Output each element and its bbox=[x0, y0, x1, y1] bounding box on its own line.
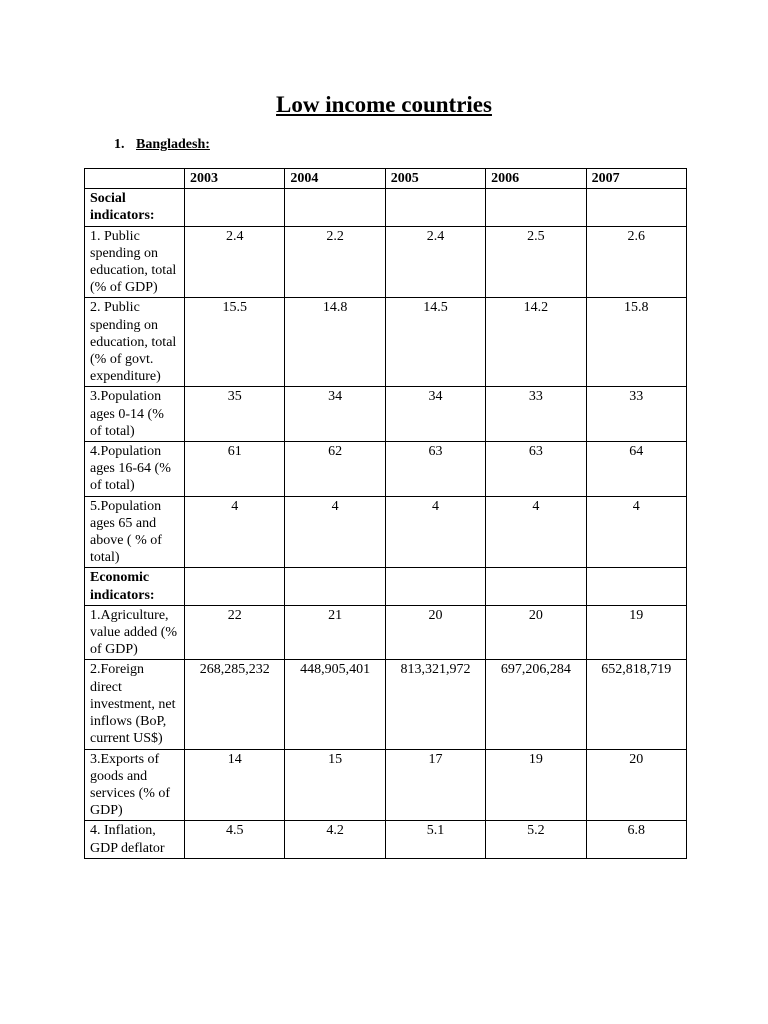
indicator-label: 2. Public spending on education, total (% of govt. expenditure) bbox=[85, 298, 185, 387]
header-row bbox=[85, 169, 687, 189]
year-header: 2007 bbox=[586, 169, 686, 189]
value-cell: 61 bbox=[185, 442, 285, 497]
value-cell: 652,818,719 bbox=[586, 660, 686, 749]
indicator-label: 3.Population ages 0-14 (% of total) bbox=[85, 387, 185, 442]
value-cell bbox=[185, 189, 285, 226]
value-cell: 33 bbox=[586, 387, 686, 442]
value-cell: 697,206,284 bbox=[486, 660, 586, 749]
value-cell: 21 bbox=[285, 605, 385, 660]
value-cell: 62 bbox=[285, 442, 385, 497]
table-row bbox=[85, 821, 687, 858]
value-cell: 448,905,401 bbox=[285, 660, 385, 749]
value-cell: 63 bbox=[385, 442, 485, 497]
value-cell: 2.6 bbox=[586, 226, 686, 298]
value-cell: 4.2 bbox=[285, 821, 385, 858]
value-cell: 15.5 bbox=[185, 298, 285, 387]
value-cell: 4 bbox=[285, 496, 385, 568]
indicators-table bbox=[84, 168, 687, 859]
value-cell: 19 bbox=[486, 749, 586, 821]
table-row bbox=[85, 298, 687, 387]
value-cell: 6.8 bbox=[586, 821, 686, 858]
value-cell: 20 bbox=[486, 605, 586, 660]
section-heading bbox=[114, 136, 210, 154]
table-row bbox=[85, 605, 687, 660]
value-cell: 34 bbox=[385, 387, 485, 442]
value-cell: 64 bbox=[586, 442, 686, 497]
value-cell bbox=[385, 568, 485, 605]
value-cell: 4 bbox=[586, 496, 686, 568]
section-name: Bangladesh: bbox=[136, 137, 210, 152]
group-row bbox=[85, 568, 687, 605]
value-cell: 19 bbox=[586, 605, 686, 660]
value-cell: 4 bbox=[185, 496, 285, 568]
value-cell: 20 bbox=[586, 749, 686, 821]
value-cell: 5.1 bbox=[385, 821, 485, 858]
page-title: Low income countries bbox=[276, 92, 492, 117]
value-cell: 268,285,232 bbox=[185, 660, 285, 749]
table-row bbox=[85, 226, 687, 298]
value-cell: 33 bbox=[486, 387, 586, 442]
value-cell: 4 bbox=[486, 496, 586, 568]
value-cell bbox=[285, 568, 385, 605]
value-cell bbox=[586, 568, 686, 605]
value-cell: 14.8 bbox=[285, 298, 385, 387]
value-cell bbox=[486, 568, 586, 605]
section-number: 1. bbox=[114, 137, 125, 152]
value-cell: 14 bbox=[185, 749, 285, 821]
group-label: Social indicators: bbox=[85, 189, 185, 226]
value-cell: 15.8 bbox=[586, 298, 686, 387]
table-row bbox=[85, 749, 687, 821]
value-cell bbox=[385, 189, 485, 226]
value-cell: 22 bbox=[185, 605, 285, 660]
indicator-label: 1.Agriculture, value added (% of GDP) bbox=[85, 605, 185, 660]
value-cell: 20 bbox=[385, 605, 485, 660]
value-cell bbox=[285, 189, 385, 226]
value-cell: 15 bbox=[285, 749, 385, 821]
table-row bbox=[85, 442, 687, 497]
table-body bbox=[85, 189, 687, 859]
value-cell: 5.2 bbox=[486, 821, 586, 858]
value-cell: 4.5 bbox=[185, 821, 285, 858]
indicator-label: 1. Public spending on education, total (% of GDP) bbox=[85, 226, 185, 298]
value-cell: 2.5 bbox=[486, 226, 586, 298]
table-row bbox=[85, 496, 687, 568]
value-cell: 2.2 bbox=[285, 226, 385, 298]
value-cell: 63 bbox=[486, 442, 586, 497]
indicator-label: 5.Population ages 65 and above ( % of total) bbox=[85, 496, 185, 568]
indicator-label: 2.Foreign direct investment, net inflows (BoP, current US$) bbox=[85, 660, 185, 749]
group-row bbox=[85, 189, 687, 226]
header-corner bbox=[85, 169, 185, 189]
year-header: 2006 bbox=[486, 169, 586, 189]
value-cell: 2.4 bbox=[385, 226, 485, 298]
indicator-label: 4.Population ages 16-64 (% of total) bbox=[85, 442, 185, 497]
value-cell bbox=[486, 189, 586, 226]
value-cell: 34 bbox=[285, 387, 385, 442]
value-cell: 813,321,972 bbox=[385, 660, 485, 749]
value-cell: 14.2 bbox=[486, 298, 586, 387]
value-cell: 14.5 bbox=[385, 298, 485, 387]
group-label: Economic indicators: bbox=[85, 568, 185, 605]
value-cell: 17 bbox=[385, 749, 485, 821]
value-cell: 35 bbox=[185, 387, 285, 442]
table-row bbox=[85, 660, 687, 749]
table-row bbox=[85, 387, 687, 442]
value-cell: 4 bbox=[385, 496, 485, 568]
indicator-label: 4. Inflation, GDP deflator bbox=[85, 821, 185, 858]
indicator-label: 3.Exports of goods and services (% of GDP) bbox=[85, 749, 185, 821]
value-cell: 2.4 bbox=[185, 226, 285, 298]
value-cell bbox=[185, 568, 285, 605]
year-header: 2005 bbox=[385, 169, 485, 189]
year-header: 2003 bbox=[185, 169, 285, 189]
year-header: 2004 bbox=[285, 169, 385, 189]
value-cell bbox=[586, 189, 686, 226]
